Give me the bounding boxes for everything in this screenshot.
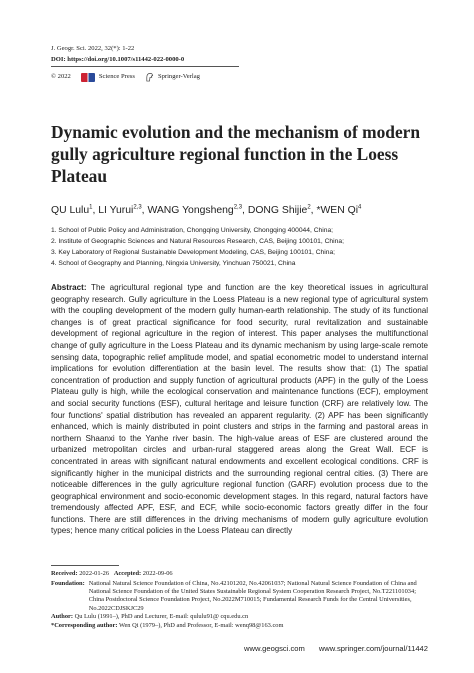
publisher-line (51, 72, 200, 82)
author-affiliation-marker: 2 (307, 204, 311, 211)
abstract-label: Abstract: (51, 283, 87, 292)
article-title: Dynamic evolution and the mechanism of modern gully agriculture regional function in the Loess Plateau (51, 122, 421, 186)
author-note-text: Qu Lulu (1991–), PhD and Lecturer, E-mail: qululu91@ cqu.edu.cn (74, 613, 249, 620)
corresponding-author-note (51, 622, 283, 630)
doi-link[interactable]: DOI: https://doi.org/10.1007/s11442-022-0000-0 (51, 56, 185, 63)
affiliation-item: 2. Institute of Geographic Sciences and Natural Resources Research, CAS, Beijing 100101, China; (51, 238, 344, 245)
page-footer (244, 644, 428, 653)
footer-link-springer[interactable]: www.springer.com/journal/11442 (318, 644, 428, 653)
author-affiliation-marker: 1 (89, 204, 93, 211)
author-affiliation-marker: 2,3 (233, 204, 243, 211)
corresponding-author-label: *Corresponding author: (51, 622, 118, 629)
publisher-science-press: Science Press (98, 73, 135, 80)
footnote-divider (51, 565, 119, 566)
author-name: QU Lulu (51, 205, 90, 216)
foundation-label: Foundation: (51, 580, 85, 587)
author-name: WANG Yongsheng (147, 205, 234, 216)
accepted-label: Accepted: (113, 570, 142, 577)
author-list: QU Lulu$^1$, LI Yurui$^{2,3}$, WANG Yongsheng$^{2,3}$, DONG Shijie$^2$, *WEN Qi$^4$ (51, 204, 362, 216)
publisher-springer: Springer-Verlag (157, 73, 200, 80)
affiliation-item: 4. School of Geography and Planning, Ningxia University, Yinchuan 750021, China (51, 260, 296, 267)
author-name: *WEN Qi (316, 205, 359, 216)
springer-horse-logo-icon (145, 72, 154, 82)
abstract-text: The agricultural regional type and function are the key theoretical issues in agricultural geography research. Gully agriculture in the Loess Plateau is a new regional type of agricultural system with the coupling development of the modern gully human-earth relationship. The study of its functional changes is of great practical significance for food security, rural revitalization and sustainable development of regional agriculture in the region of interest. This paper analyses the multifunctional change of gully agriculture in the Loess Plateau and its dynamic mechanism by using large-scale remote sensing data, topographic relief amplitude model, and spatial econometric model to understand internal implications for evolution differentiation at the basin level. The results show that: (1) The spatial concentration of production and supply function of agricultural products (APF) in the gully of the Loess Plateau gully is high, while the ecological conservation and maintenance functions (ECF), employment and social security functions (ESF), cultural heritage and leisure function (CRF) are relatively low. The four functions' spatial distribution has revealed an apparent regularity. (2) APF has been significantly enhanced, which is mainly distributed in point clusters and strips in the farming and pastoral areas in northern Shaanxi to the Yanhe river basin. The high-value areas of ESF are clustered around the urbanized metropolitan circles and urban-rural staggered areas along the Great Wall. ECF is concentrated in areas with significant natural endowments and excellent ecological conditions. CRF is significantly higher in the municipal districts and the surrounding regional central cities. (3) There are noticeable differences in the gully agriculture regional function (GARF) evolution process due to the geographical environment and socio-economic development stages. In this regard, natural factors have tremendously affected APF, ESF, and ECF, while socio-economic factors greatly differ in the four functions. There are still differences in the driving mechanisms of modern gully agriculture evolution types; hence many critical policies in the Loess Plateau can directly (51, 283, 429, 536)
author-note (51, 613, 248, 621)
header-divider (51, 66, 239, 67)
corresponding-author-text: Wen Qi (1979–), PhD and Professor, E-mail: wenq98@163.com (118, 622, 284, 629)
affiliation-item: 1. School of Public Policy and Administration, Chongqing University, Chongqing 400044, China; (51, 227, 334, 234)
author-name: LI Yurui (98, 205, 134, 216)
author-affiliation-marker: 4 (358, 204, 362, 211)
science-press-logo-icon (81, 73, 95, 82)
author-note-label: Author: (51, 613, 74, 620)
copyright-text: © 2022 (51, 73, 71, 80)
footer-link-geogsci[interactable]: www.geogsci.com (244, 644, 305, 653)
foundation-text: National Natural Science Foundation of China, No.42101202, No.42061037; National Natural Science Foundation of China and National Science Foundation of the United States Sustainable Regional System Cooperation Research Project, No.T221101034; China Postdoctoral Science Foundation Project, No.2022M710015; Fundamental Research Funds for the Central Universities, No.2022CDJSKJC29 (88, 580, 417, 612)
received-accepted-dates (51, 570, 173, 578)
author-name: DONG Shijie (247, 205, 308, 216)
accepted-date: 2022-09-06 (142, 570, 173, 577)
affiliation-item: 3. Key Laboratory of Regional Sustainable Development Modeling, CAS, Beijing 100101, China; (51, 249, 336, 256)
author-affiliation-marker: 2,3 (133, 204, 142, 211)
journal-citation: J. Geogr. Sci. 2022, 32(*): 1-22 (51, 45, 135, 52)
foundation-note (51, 580, 430, 613)
abstract (51, 282, 428, 537)
received-label: Received: (51, 570, 78, 577)
received-date: 2022-01-26 (79, 570, 110, 577)
